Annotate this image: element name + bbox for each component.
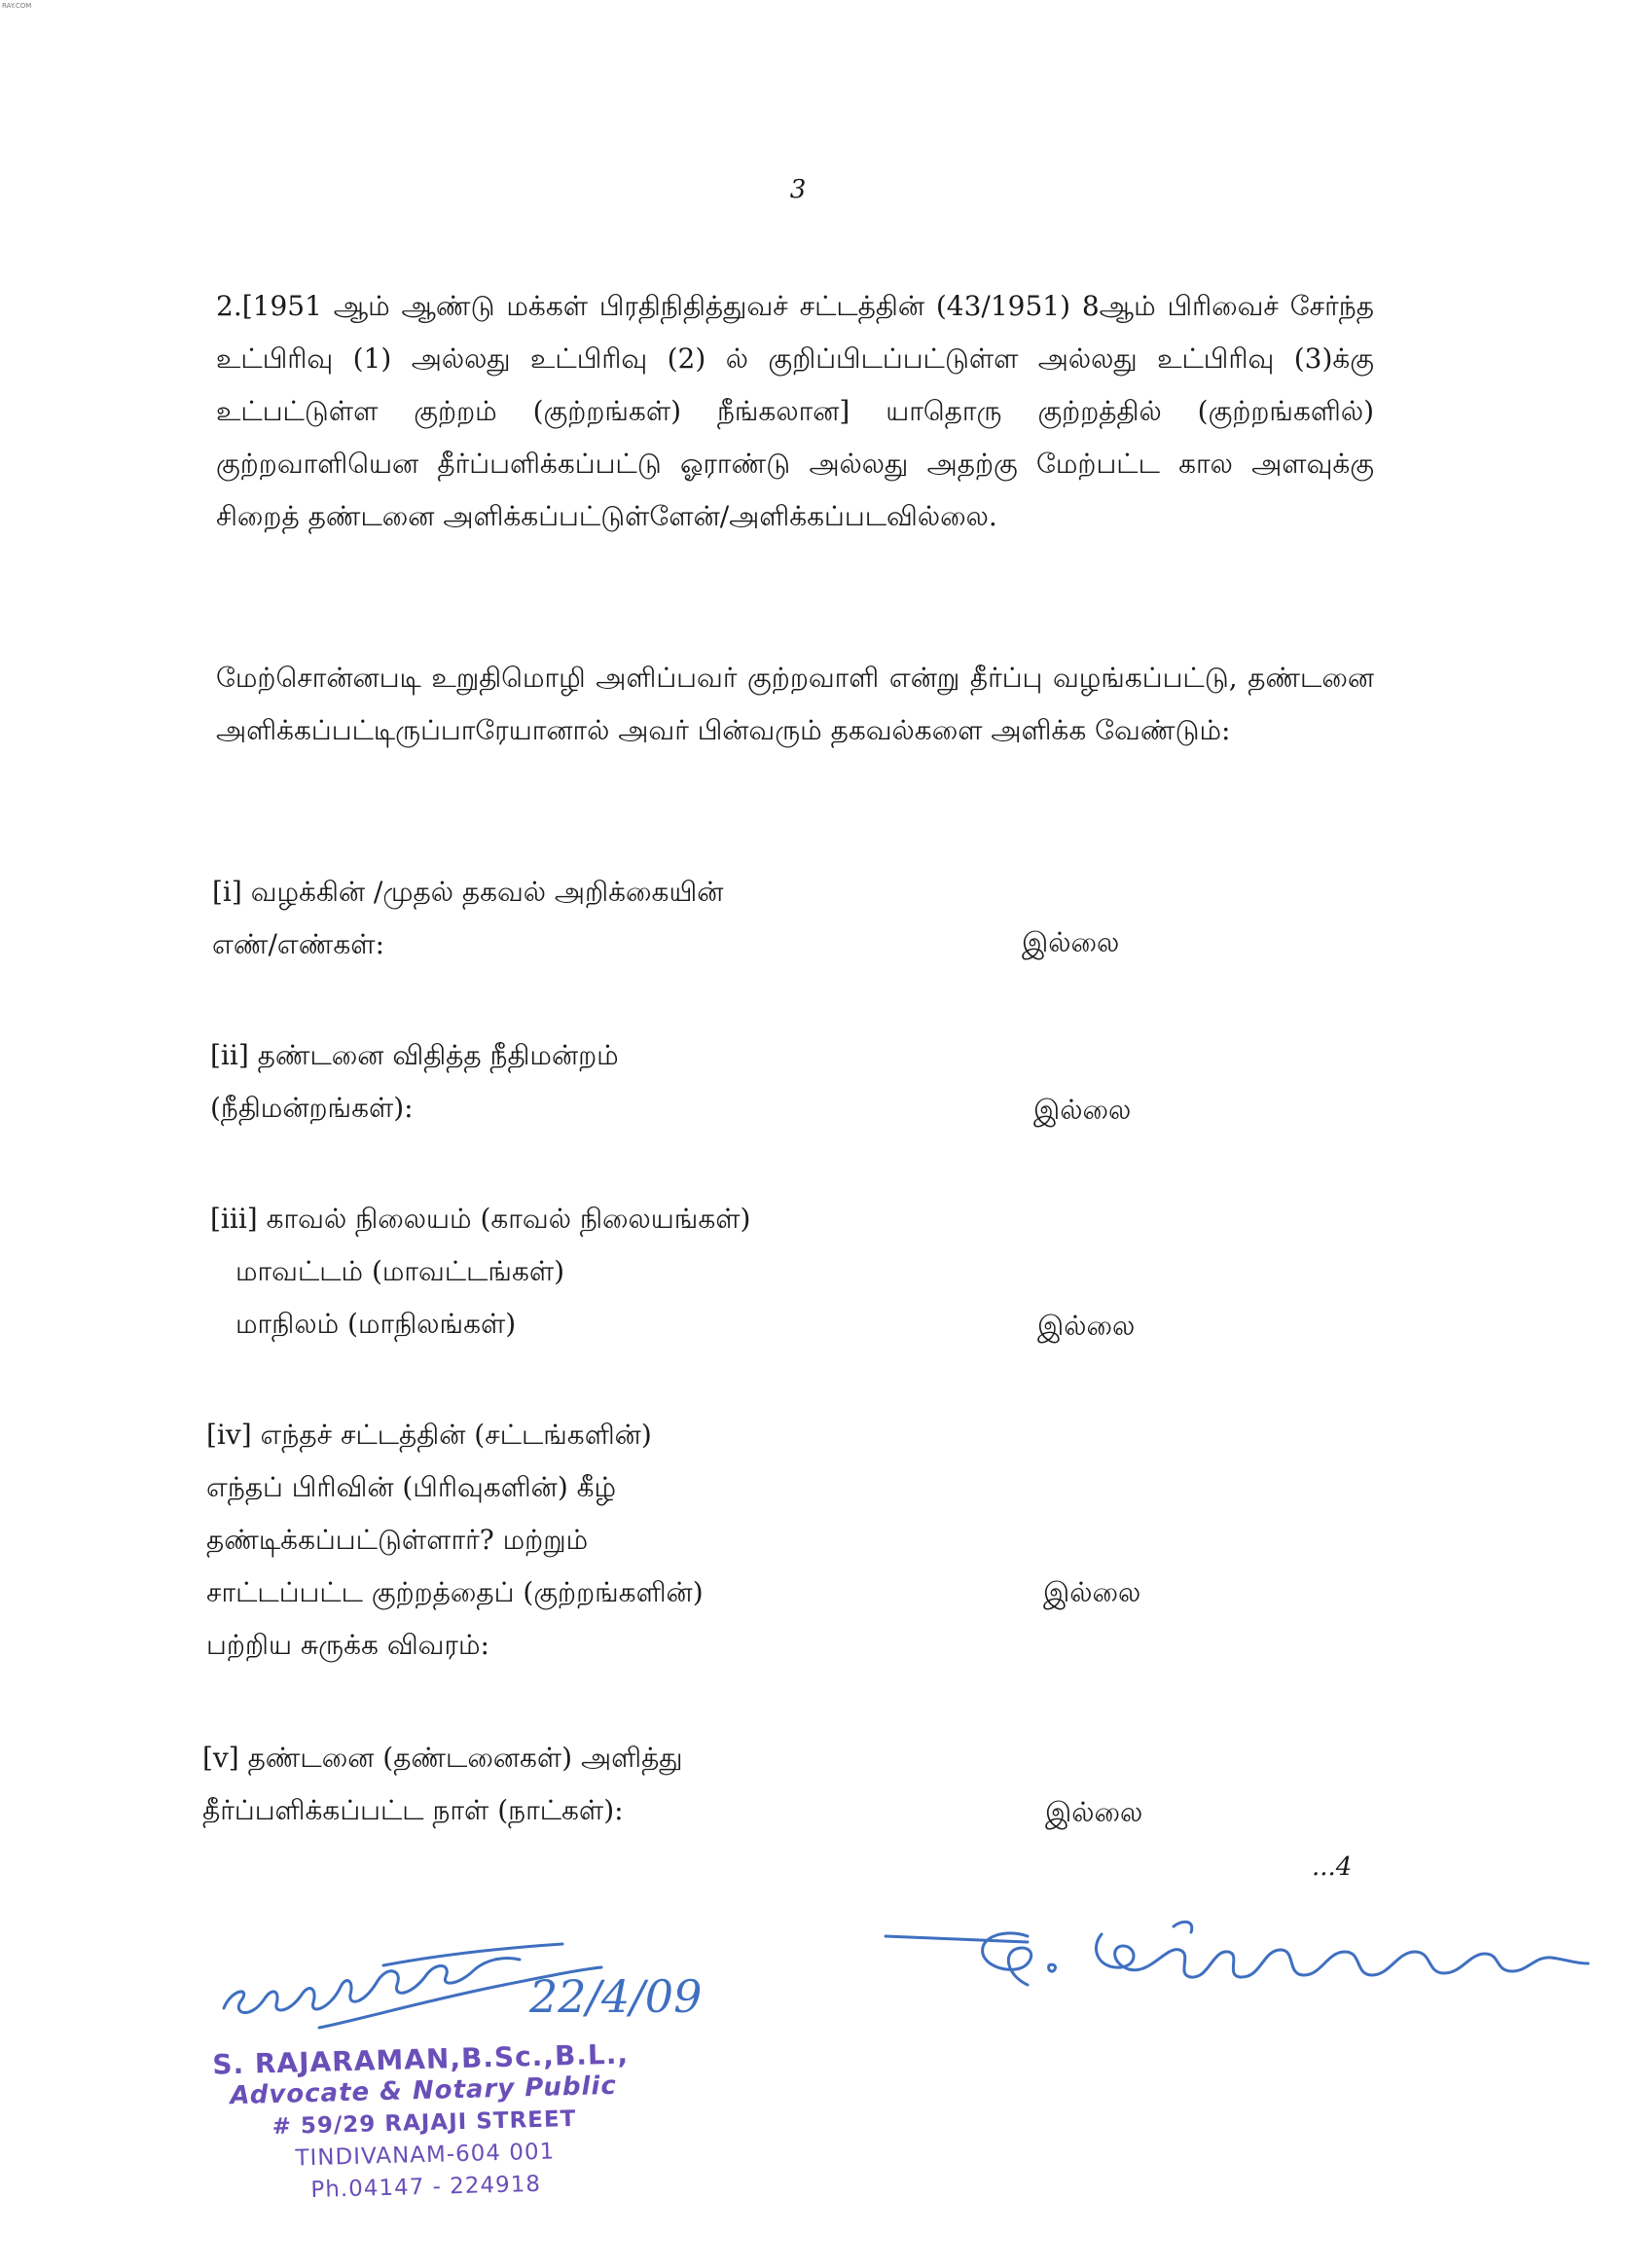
item-label-line: பற்றிய சுருக்க விவரம்: [206,1629,489,1661]
item-label-line: [iv] எந்தச் சட்டத்தின் (சட்டங்களின்) [206,1419,652,1451]
stamp-city: TINDIVANAM-604 001 [295,2139,556,2172]
corner-mark: RAY.COM [2,2,32,10]
notary-signature [212,1930,796,2037]
item-value: இல்லை [1022,926,1120,958]
instruction-paragraph: மேற்சொன்னபடி உறுதிமொழி அளிப்பவர் குற்றவாளி என்று தீர்ப்பு வழங்கப்பட்டு, தண்டனை அளிக்கப்பட்டிருப்பாரேயானால் அவர் பின்வரும் தகவல்களை அளிக்க வேண்டும்: [216,662,1374,746]
stamp-phone: Ph.04147 - 224918 [310,2171,542,2204]
item-label [210,1029,619,1134]
item-label-line: எந்தப் பிரிவின் (பிரிவுகளின்) கீழ் [206,1471,617,1503]
item-label-line: சாட்டப்பட்ட குற்றத்தைப் (குற்றங்களின்) [206,1576,704,1608]
item-label-line: [ii] தண்டனை விதித்த நீதிமன்றம் [210,1039,619,1071]
notary-stamp [199,2037,650,2210]
item-label-line: [iii] காவல் நிலையம் (காவல் நிலையங்கள்) [210,1203,751,1235]
signature-date: 22/4/09 [529,1970,703,2023]
item-label-line: தீர்ப்பளிக்கப்பட்ட நாள் (நாட்கள்): [202,1794,624,1826]
item-value: இல்லை [1033,1094,1132,1126]
item-label [210,1193,750,1350]
deponent-signature [882,1907,1592,2014]
item-label [212,866,723,971]
item-label-line: (நீதிமன்றங்கள்): [210,1092,414,1124]
stamp-name: S. RAJARAMAN,B.Sc.,B.L., [211,2037,630,2081]
item-label-line: [i] வழக்கின் /முதல் தகவல் அறிக்கையின் [212,876,724,908]
stamp-address: # 59/29 RAJAJI STREET [271,2106,577,2141]
item-label [202,1732,683,1837]
item-label-line: [v] தண்டனை (தண்டனைகள்) அளித்து [202,1742,683,1774]
item-value: இல்லை [1037,1310,1136,1342]
item-label-line: எண்/எண்கள்: [212,928,384,960]
item-label-line: மாவட்டம் (மாவட்டங்கள்) [235,1255,565,1287]
item-value: இல்லை [1043,1576,1141,1608]
item-label-line: மாநிலம் (மாநிலங்கள்) [235,1308,517,1340]
item-label-line: தண்டிக்கப்பட்டுள்ளார்? மற்றும் [206,1524,589,1556]
page-number: 3 [789,175,807,204]
continuation-marker: ...4 [1312,1853,1353,1882]
item-value: இல்லை [1045,1796,1143,1828]
item-label [206,1409,704,1672]
stamp-title: Advocate & Notary Public [230,2070,618,2111]
declaration-paragraph: 2.[1951 ஆம் ஆண்டு மக்கள் பிரதிநிதித்துவச் சட்டத்தின் (43/1951) 8ஆம் பிரிவைச் சேர்ந்த உட்பிரிவு (1) அல்லது உட்பிரிவு (2) ல் குறிப்பிடப்பட்டுள்ள அல்லது உட்பிரிவு (3)க்கு உட்பட்டுள்ள குற்றம் (குற்றங்கள்) நீங்கலான] யாதொரு குற்றத்தில் (குற்றங்களில்) குற்றவாளியென தீர்ப்பளிக்கப்பட்டு ஓராண்டு அல்லது அதற்கு மேற்பட்ட கால அளவுக்கு சிறைத் தண்டனை அளிக்கப்பட்டுள்ளேன்/அளிக்கப்படவில்லை. [216,290,1374,532]
